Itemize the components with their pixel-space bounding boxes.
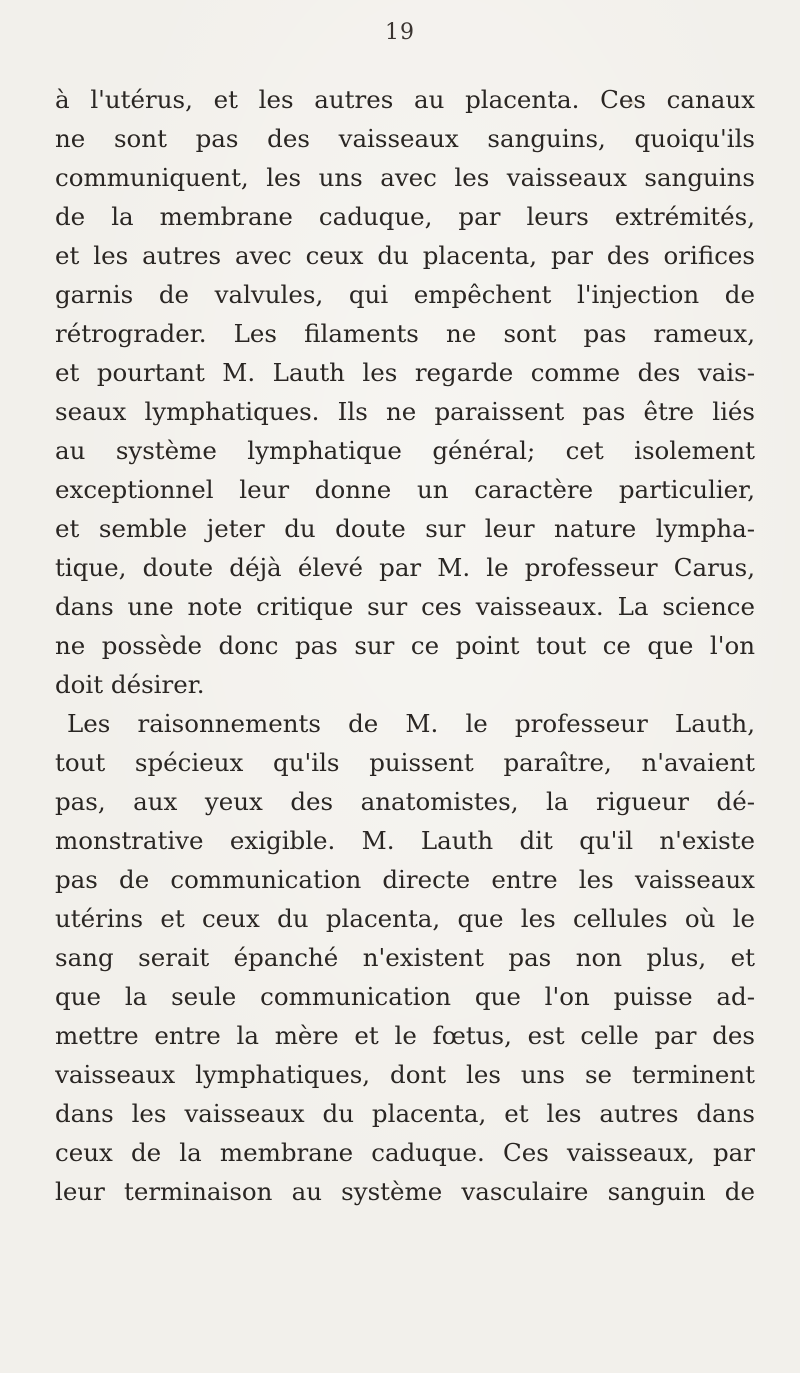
text-line: Les raisonnements de M. le professeur Lauth, (67, 709, 755, 738)
text-line: sang serait épanché n'existent pas non plus, et (55, 943, 755, 972)
text-line: rétrograder. Les filaments ne sont pas rameux, (55, 319, 755, 348)
text-line: de la membrane caduque, par leurs extrémités, (55, 202, 755, 231)
text-line: dans les vaisseaux du placenta, et les autres dans (55, 1099, 755, 1128)
text-line: ne sont pas des vaisseaux sanguins, quoiqu'ils (55, 124, 755, 153)
text-line: garnis de valvules, qui empêchent l'injection de (55, 280, 755, 309)
text-line: mettre entre la mère et le fœtus, est celle par des (55, 1021, 755, 1050)
text-line: seaux lymphatiques. Ils ne paraissent pas être liés (55, 397, 755, 426)
text-line: à l'utérus, et les autres au placenta. Ces canaux (55, 85, 755, 114)
text-line: au système lymphatique général; cet isolement (55, 436, 755, 465)
text-line: pas, aux yeux des anatomistes, la rigueur dé- (55, 787, 755, 816)
page-number: 19 (385, 20, 415, 45)
text-line: vaisseaux lymphatiques, dont les uns se terminent (55, 1060, 755, 1089)
text-line: exceptionnel leur donne un caractère particulier, (55, 475, 755, 504)
text-line: communiquent, les uns avec les vaisseaux sanguins (55, 163, 755, 192)
text-line: tique, doute déjà élevé par M. le professeur Carus, (55, 553, 755, 582)
text-line: dans une note critique sur ces vaisseaux. La science (55, 592, 755, 621)
text-line: monstrative exigible. M. Lauth dit qu'il n'existe (55, 826, 755, 855)
text-line: leur terminaison au système vasculaire sanguin de (55, 1177, 755, 1206)
text-line: ne possède donc pas sur ce point tout ce que l'on (55, 631, 755, 660)
text-line: et les autres avec ceux du placenta, par des orifices (55, 241, 755, 270)
text-line: utérins et ceux du placenta, que les cellules où le (55, 904, 755, 933)
body-text (55, 80, 755, 1211)
text-line: ceux de la membrane caduque. Ces vaisseaux, par (55, 1138, 755, 1167)
text-line: doit désirer. (55, 670, 205, 699)
text-line: et pourtant M. Lauth les regarde comme des vais- (55, 358, 755, 387)
text-line: tout spécieux qu'ils puissent paraître, n'avaient (55, 748, 755, 777)
text-line: que la seule communication que l'on puisse ad- (55, 982, 755, 1011)
text-line: pas de communication directe entre les vaisseaux (55, 865, 755, 894)
text-line: et semble jeter du doute sur leur nature lympha- (55, 514, 755, 543)
